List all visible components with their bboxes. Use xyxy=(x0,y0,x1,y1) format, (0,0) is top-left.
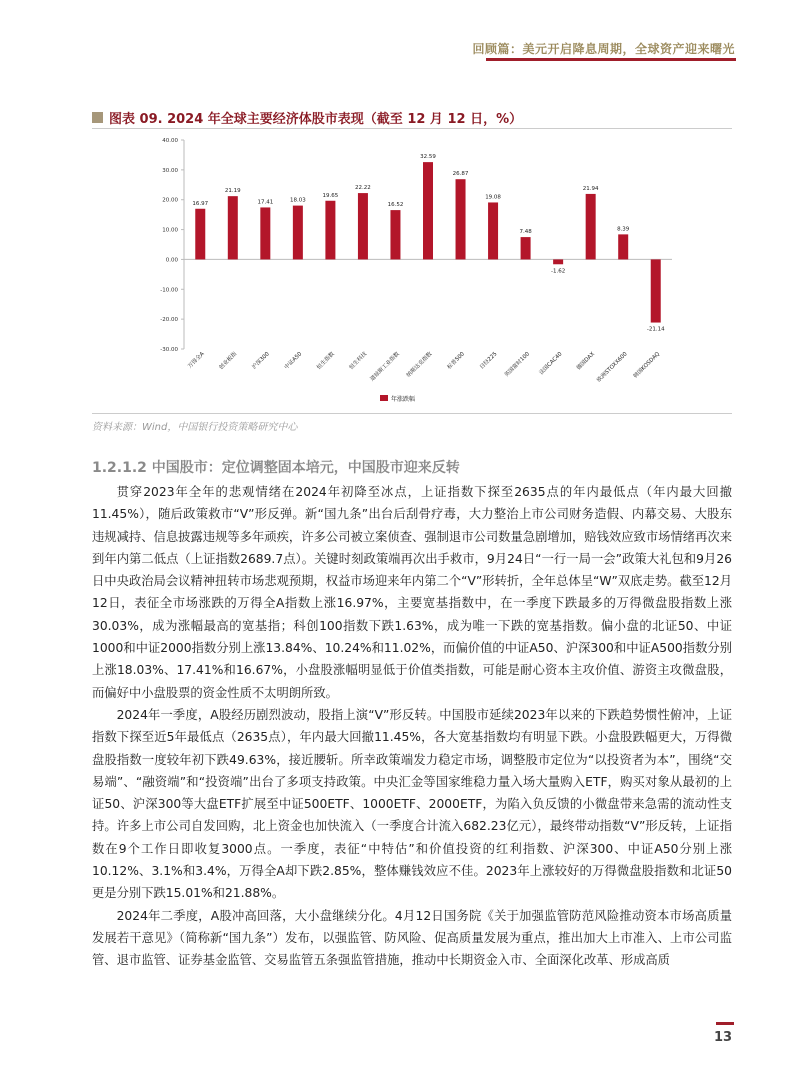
y-tick-label: 10.00 xyxy=(162,227,178,234)
chart-caption xyxy=(92,108,522,127)
y-tick-label: 20.00 xyxy=(162,197,178,204)
bar xyxy=(358,193,368,259)
page-number-mark xyxy=(716,1022,734,1025)
legend-label: 年涨跌幅 xyxy=(391,396,416,403)
category-label: 德国DAX xyxy=(575,351,597,372)
paragraph: 2024年二季度，A股冲高回落，大小盘继续分化。4月12日国务院《关于加强监管防范风险推动资本市场高质量发展若干意见》（简称新“国九条”）发布，以强监管、防风险、促高质量发展为重点，推出加大上市准入、上市公司监管、退市监管、证券基金监管、交易监管五条强监管措施，推动中长期资金入市、全面深化改革、形成高质 xyxy=(92,908,732,968)
category-label: 道琼斯工业指数 xyxy=(369,351,401,383)
y-tick-label: -30.00 xyxy=(160,347,178,353)
data-label: 8.39 xyxy=(617,226,630,233)
y-tick-label: -10.00 xyxy=(160,287,178,294)
chart-title: 图表 09. 2024 年全球主要经济体股市表现（截至 12 月 12 日，%） xyxy=(109,112,523,127)
data-label: 22.22 xyxy=(355,185,371,192)
category-label: 恒生指数 xyxy=(316,351,336,371)
data-label: 7.48 xyxy=(519,229,532,236)
bar xyxy=(521,237,531,259)
data-label: 19.65 xyxy=(322,192,339,199)
bar xyxy=(618,234,628,259)
category-label: 标普500 xyxy=(446,351,466,371)
data-label: 16.97 xyxy=(192,200,209,207)
bar-chart xyxy=(92,132,732,410)
data-label: 19.08 xyxy=(485,194,501,201)
data-label: 17.41 xyxy=(257,199,274,206)
body-text xyxy=(92,481,732,972)
category-label: 沪深300 xyxy=(251,351,271,371)
data-label: 32.59 xyxy=(420,154,436,161)
data-label: -1.62 xyxy=(551,268,566,275)
bar xyxy=(553,259,563,264)
chart-top-rule xyxy=(92,128,732,129)
bar xyxy=(390,210,400,259)
y-tick-label: 30.00 xyxy=(162,167,178,174)
category-label: 万得全A xyxy=(187,351,206,370)
bar xyxy=(651,259,661,322)
header-title: 回顾篇：美元开启降息周期，全球资产迎来曙光 xyxy=(472,42,735,56)
section-heading: 1.2.1.2 中国股市：定位调整固本培元，中国股市迎来反转 xyxy=(92,460,460,476)
bar xyxy=(488,202,498,259)
legend-swatch xyxy=(380,395,388,401)
header-accent-line xyxy=(486,58,736,61)
y-tick-label: -20.00 xyxy=(160,317,178,324)
bar xyxy=(586,194,596,260)
page-number: 13 xyxy=(714,1030,733,1045)
category-label: 中证A50 xyxy=(283,351,304,371)
bar xyxy=(456,179,466,259)
category-label: 恒生科技 xyxy=(348,351,369,371)
bar xyxy=(325,201,335,260)
paragraph: 贯穿2023年全年的悲观情绪在2024年初降至冰点，上证指数下探至2635点的年内最低点（年内最大回撤11.45%），随后政策救市“V”形反弹。新“国九条”出台后刮骨疗毒，大力整治上市公司财务造假、内幕交易、大股东违规减持、信息披露违规等多年顽疾，许多公司被立案侦查、强制退市公司数量急剧增加，赔钱效应致市场情绪再次来到年内第二低点（上证指数2689.7点）。关键时刻政策端再次出手救市，9月24日“一行一局一会”政策大礼包和9月26日中央政治局会议精神扭转市场悲观预期，权益市场迎来年内第二个“V”形转折，全年总体呈“W”双底走势。截至12月12日，表征全市场涨跌的万得全A指数上涨16.97%，主要宽基指数中，在一季度下跌最多的万得微盘股指数上涨30.03%，成为涨幅最高的宽基指；科创100指数下跌1.63%，成为唯一下跌的宽基指数。偏小盘的北证50、中证1000和中证2000指数分别上涨13.84%、10.24%和11.02%，而偏价值的中证A50、沪深300和中证A500指数分别上涨18.03%、17.41%和16.67%，小盘股涨幅明显低于价值类指数，可能是耐心资本主攻价值、游资主攻微盘股，而偏好中小盘股票的资金性质不太明朗所致。 xyxy=(92,485,732,700)
data-label: -21.14 xyxy=(646,326,665,333)
category-label: 英国富时100 xyxy=(503,351,532,379)
category-label: 欧洲STOXX600 xyxy=(596,351,629,384)
caption-square-icon xyxy=(92,112,103,123)
category-label: 韩国KOSDAQ xyxy=(632,351,662,380)
bar xyxy=(195,209,205,260)
data-label: 21.19 xyxy=(224,188,241,195)
y-tick-label: 0.00 xyxy=(165,257,178,264)
paragraph: 2024年一季度，A股经历剧烈波动，股指上演“V”形反转。中国股市延续2023年以来的下跌趋势惯性俯冲，上证指数下探至近5年最低点（2635点），年内最大回撤11.45%，各大宽基指数均有明显下跌。小盘股跌幅更大，万得微盘股指数一度较年初下跌49.63%，接近腰斩。所幸政策端发力稳定市场，调整股市定位为“以投资者为本”，围绕“交易端”、“融资端”和“投资端”出台了多项支持政策。中央汇金等国家维稳力量入场大量购入ETF，购买对象从最初的上证50、沪深300等大盘ETF扩展至中证500ETF、1000ETF、2000ETF，为陷入负反馈的小微盘带来急需的流动性支持。许多上市公司自发回购，北上资金也加快流入（一季度合计流入682.23亿元），最终带动指数“V”形反转，上证指数在9个工作日即收复3000点。一季度，表征“中特估”和价值投资的红利指数、沪深300、中证A50分别上涨10.12%、3.1%和3.4%，万得全A却下跌2.85%，整体赚钱效应不佳。2023年上涨较好的万得微盘股指数和北证50更是分别下跌15.01%和21.88%。 xyxy=(92,707,732,901)
chart-source: 资料来源：Wind，中国银行投资策略研究中心 xyxy=(92,422,298,433)
bar xyxy=(293,206,303,260)
y-tick-label: 40.00 xyxy=(162,138,178,144)
data-label: 18.03 xyxy=(289,197,306,204)
data-label: 16.52 xyxy=(387,202,404,209)
bar xyxy=(228,196,238,259)
category-label: 纳斯达克指数 xyxy=(405,351,434,379)
source-rule xyxy=(92,413,732,414)
bar xyxy=(423,162,433,259)
category-label: 创业板指 xyxy=(218,351,239,371)
category-label: 日经225 xyxy=(479,351,499,371)
data-label: 26.87 xyxy=(452,171,469,178)
data-label: 21.94 xyxy=(582,185,599,192)
category-label: 法国CAC40 xyxy=(538,351,564,377)
bar xyxy=(260,207,270,259)
